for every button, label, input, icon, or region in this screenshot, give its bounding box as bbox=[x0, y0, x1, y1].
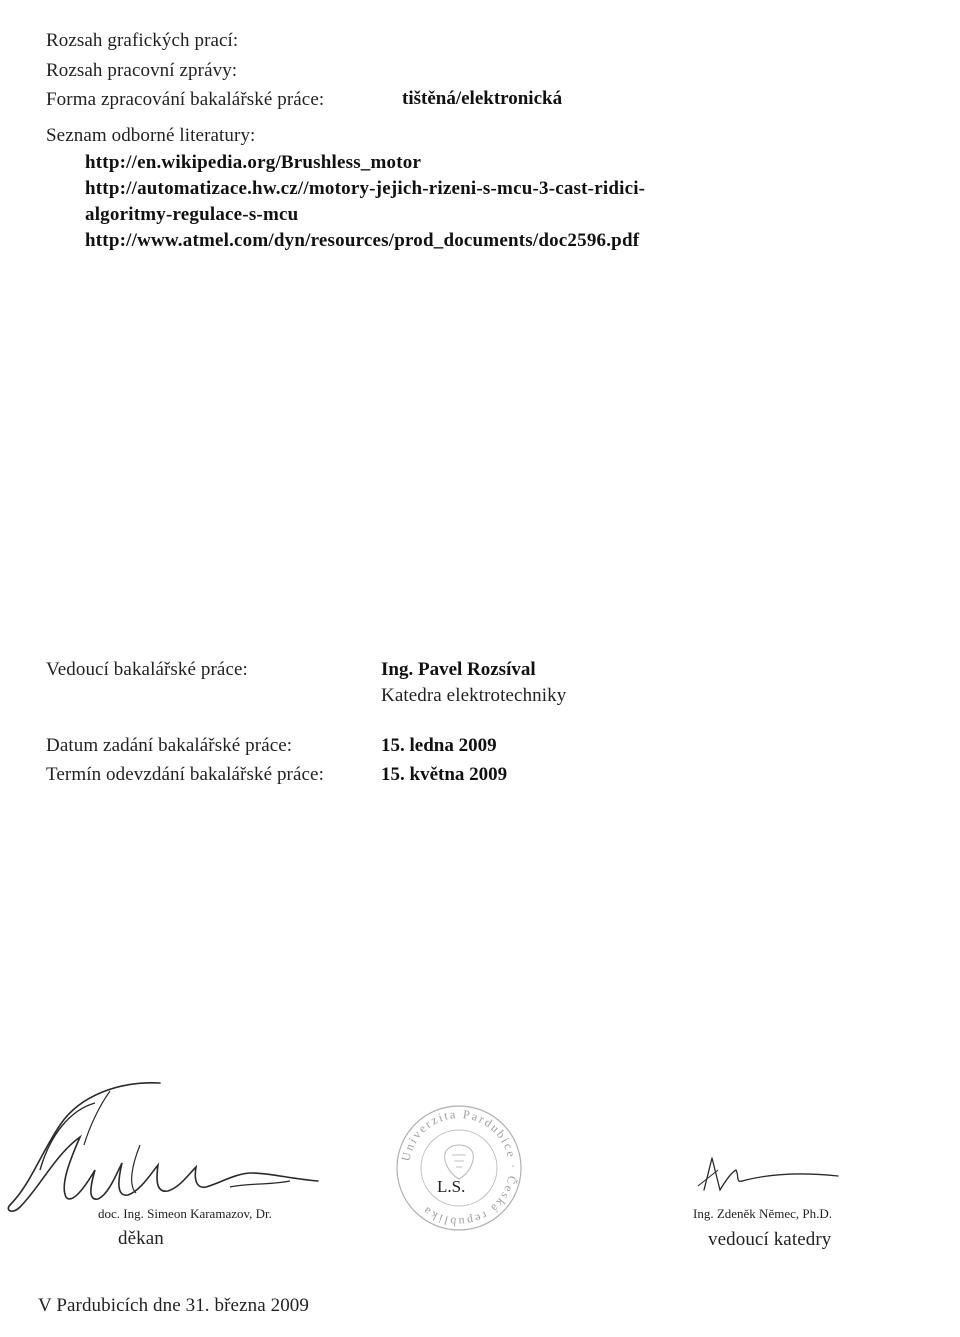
vedouci-label: Vedoucí bakalářské práce: bbox=[46, 659, 248, 680]
termin-odevzdani-label: Termín odevzdání bakalářské práce: bbox=[46, 764, 324, 785]
dean-signature bbox=[0, 1075, 330, 1220]
seal-ring-text: Univerzita Pardubice · Česká republika bbox=[398, 1106, 521, 1230]
head-signature bbox=[690, 1150, 850, 1200]
dean-name: doc. Ing. Simeon Karamazov, Dr. bbox=[98, 1206, 272, 1221]
rozsah-pracovni-zpravy-label: Rozsah pracovní zprávy: bbox=[46, 60, 238, 81]
rozsah-grafickych-praci-label: Rozsah grafických prací: bbox=[46, 30, 239, 51]
vedouci-department: Katedra elektrotechniky bbox=[381, 685, 567, 706]
literature-item: algoritmy-regulace-s-mcu bbox=[85, 204, 299, 225]
head-title: vedoucí katedry bbox=[708, 1229, 832, 1250]
datum-zadani-value: 15. ledna 2009 bbox=[381, 735, 497, 756]
termin-odevzdani-value: 15. května 2009 bbox=[381, 764, 508, 785]
datum-zadani-label: Datum zadání bakalářské práce: bbox=[46, 735, 293, 756]
literature-item: http://automatizace.hw.cz//motory-jejich-rizeni-s-mcu-3-cast-ridici- bbox=[85, 178, 646, 199]
literature-item: http://www.atmel.com/dyn/resources/prod_documents/doc2596.pdf bbox=[85, 230, 640, 251]
place-date: V Pardubicích dne 31. března 2009 bbox=[38, 1295, 309, 1316]
literature-item: http://en.wikipedia.org/Brushless_motor bbox=[85, 152, 422, 173]
vedouci-name: Ing. Pavel Rozsíval bbox=[381, 659, 536, 680]
seal-icon bbox=[394, 1103, 524, 1233]
forma-zpracovani-value: tištěná/elektronická bbox=[402, 88, 563, 109]
university-seal bbox=[394, 1103, 524, 1233]
seal-ls-text: L.S. bbox=[437, 1177, 466, 1196]
dean-title: děkan bbox=[118, 1228, 164, 1249]
head-name: Ing. Zdeněk Němec, Ph.D. bbox=[693, 1206, 832, 1221]
forma-zpracovani-label: Forma zpracování bakalářské práce: bbox=[46, 89, 325, 110]
seznam-literatury-label: Seznam odborné literatury: bbox=[46, 125, 256, 146]
